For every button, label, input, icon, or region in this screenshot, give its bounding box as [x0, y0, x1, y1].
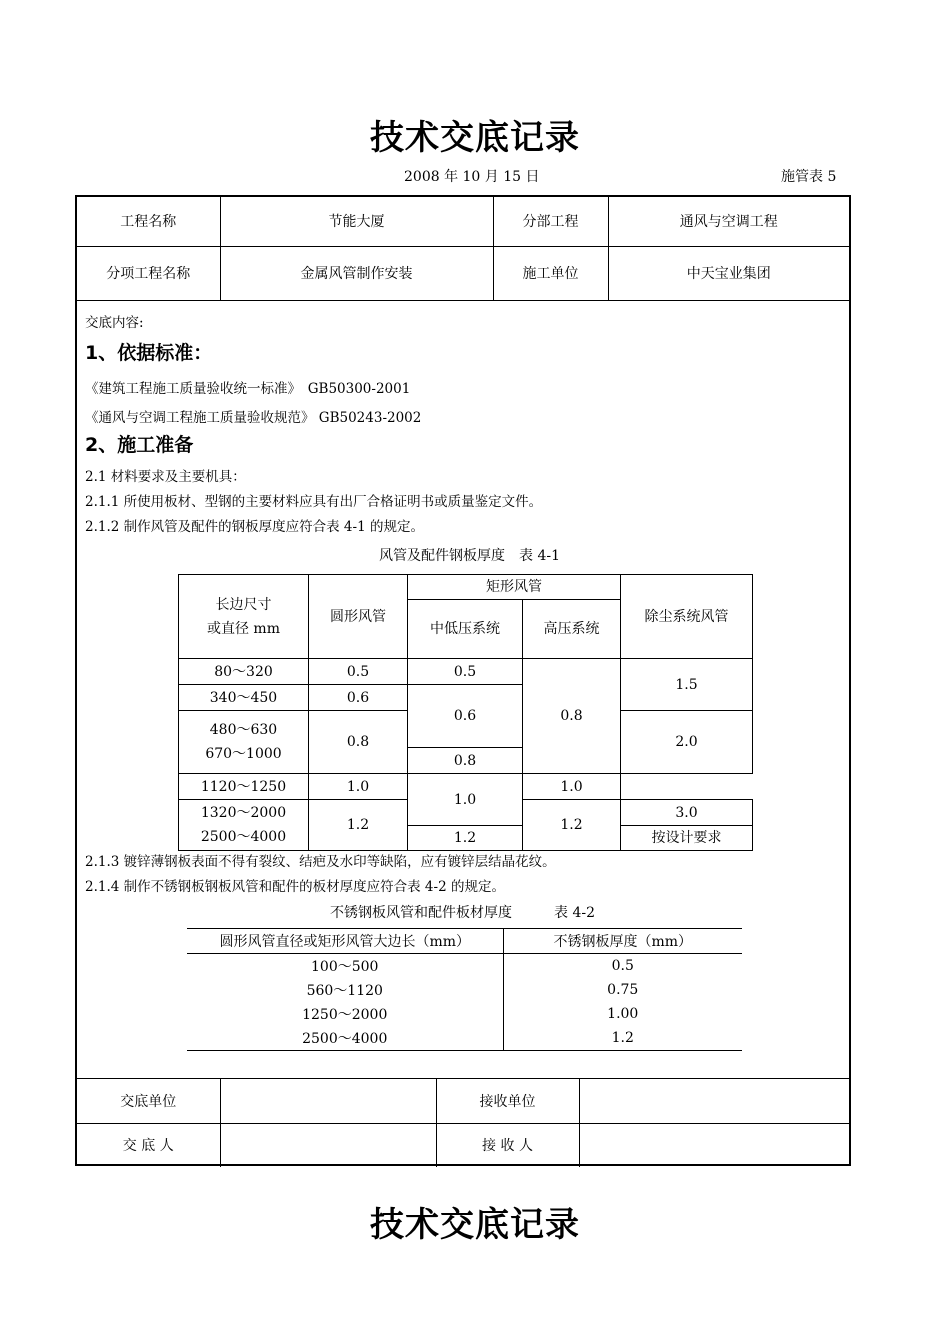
cell: 1.2 — [408, 826, 523, 851]
cell: 1.0 — [408, 774, 523, 826]
cell: 0.75 — [607, 982, 639, 998]
cell: 1.2 — [523, 800, 621, 851]
record-form — [75, 195, 851, 1166]
subitem-label: 分项工程名称 — [77, 246, 220, 300]
th-size: 圆形风管直径或矩形风管大边长（mm） — [187, 929, 503, 954]
to-person-field[interactable] — [579, 1124, 849, 1167]
para-2-1-2: 2.1.2 制作风管及配件的钢板厚度应符合表 4-1 的规定。 — [85, 519, 424, 535]
cell: 1.0 — [523, 774, 621, 800]
record-date: 2008 年 10 月 15 日 — [404, 169, 540, 185]
from-person-field[interactable] — [220, 1124, 436, 1167]
project-label: 工程名称 — [77, 197, 220, 246]
unit-value: 中天宝业集团 — [608, 246, 849, 300]
cell: 0.8 — [523, 659, 621, 774]
from-person-label: 交 底 人 — [77, 1124, 220, 1167]
cell: 0.5 — [611, 958, 634, 974]
para-2-1-3: 2.1.3 镀锌薄钢板表面不得有裂纹、结疤及水印等缺陷，应有镀锌层结晶花纹。 — [85, 854, 556, 870]
para-2-1-1: 2.1.1 所使用板材、型钢的主要材料应具有出厂合格证明书或质量鉴定文件。 — [85, 494, 543, 510]
cell: 0.6 — [309, 685, 408, 711]
para-2-1-4: 2.1.4 制作不锈钢板钢板风管和配件的板材厚度应符合表 4-2 的规定。 — [85, 879, 505, 895]
th-dust: 除尘系统风管 — [621, 575, 753, 659]
th-size-line2: 或直径 mm — [206, 620, 280, 637]
cell: 0.5 — [408, 659, 523, 685]
cell: 0.8 — [309, 711, 408, 774]
cell — [179, 800, 309, 851]
from-unit-field[interactable] — [220, 1079, 436, 1124]
th-rect: 矩形风管 — [408, 575, 621, 600]
page-title: 技术交底记录 — [370, 118, 580, 158]
division-value: 通风与空调工程 — [608, 197, 849, 246]
cell: 2.0 — [621, 711, 753, 774]
signature-table — [77, 1078, 849, 1167]
cell: 560～1120 — [187, 978, 503, 1002]
cell: 1.2 — [503, 1026, 742, 1051]
cell: 1.00 — [607, 1006, 639, 1022]
cell: 1250～2000 — [187, 1002, 503, 1026]
standard-1: 《建筑工程施工质量验收统一标准》 GB50300-2001 — [85, 381, 411, 397]
cell-line: 2500～4000 — [200, 829, 287, 845]
cell: 0.6 — [408, 685, 523, 748]
cell — [179, 711, 309, 774]
content-intro: 交底内容: — [85, 315, 144, 331]
cell: 1120～1250 — [179, 774, 309, 800]
cell: 340～450 — [179, 685, 309, 711]
header-table — [77, 197, 849, 301]
division-label: 分部工程 — [493, 197, 608, 246]
table-4-1 — [178, 574, 753, 851]
form-number: 施管表 5 — [781, 169, 837, 185]
table-4-1-caption: 风管及配件钢板厚度 表 4-1 — [379, 548, 560, 564]
th-size-line1: 长边尺寸 — [215, 596, 272, 613]
cell: 80～320 — [179, 659, 309, 685]
unit-label: 施工单位 — [493, 246, 608, 300]
cell: 1.2 — [309, 800, 408, 851]
table-4-2 — [187, 928, 742, 1051]
to-unit-field[interactable] — [579, 1079, 849, 1124]
cell-line: 1320～2000 — [200, 805, 287, 821]
table-4-2-caption: 不锈钢板风管和配件板材厚度 表 4-2 — [330, 905, 595, 921]
para-2-1: 2.1 材料要求及主要机具： — [85, 469, 246, 485]
cell: 0.5 — [309, 659, 408, 685]
to-unit-label: 接收单位 — [436, 1079, 579, 1124]
section-2-heading: 2、施工准备 — [85, 434, 194, 456]
th-thickness: 不锈钢板厚度（mm） — [503, 929, 742, 954]
cell: 0.8 — [408, 748, 523, 774]
standard-2: 《通风与空调工程施工质量验收规范》 GB50243-2002 — [85, 410, 422, 426]
section-1-heading: 1、依据标准： — [85, 342, 213, 364]
next-page-title: 技术交底记录 — [370, 1205, 580, 1245]
project-value: 节能大厦 — [220, 197, 493, 246]
th-size — [179, 575, 309, 659]
th-round: 圆形风管 — [309, 575, 408, 659]
cell: 1.5 — [621, 659, 753, 711]
cell-line: 480～630 — [209, 722, 278, 738]
from-unit-label: 交底单位 — [77, 1079, 220, 1124]
subitem-value: 金属风管制作安装 — [220, 246, 493, 300]
cell: 按设计要求 — [621, 826, 753, 851]
th-lowmid: 中低压系统 — [408, 600, 523, 659]
cell-line: 670～1000 — [205, 746, 282, 762]
cell: 3.0 — [621, 800, 753, 826]
cell: 2500～4000 — [187, 1026, 503, 1051]
cell: 1.0 — [309, 774, 408, 800]
th-high: 高压系统 — [523, 600, 621, 659]
to-person-label: 接 收 人 — [436, 1124, 579, 1167]
cell: 100～500 — [187, 954, 503, 979]
